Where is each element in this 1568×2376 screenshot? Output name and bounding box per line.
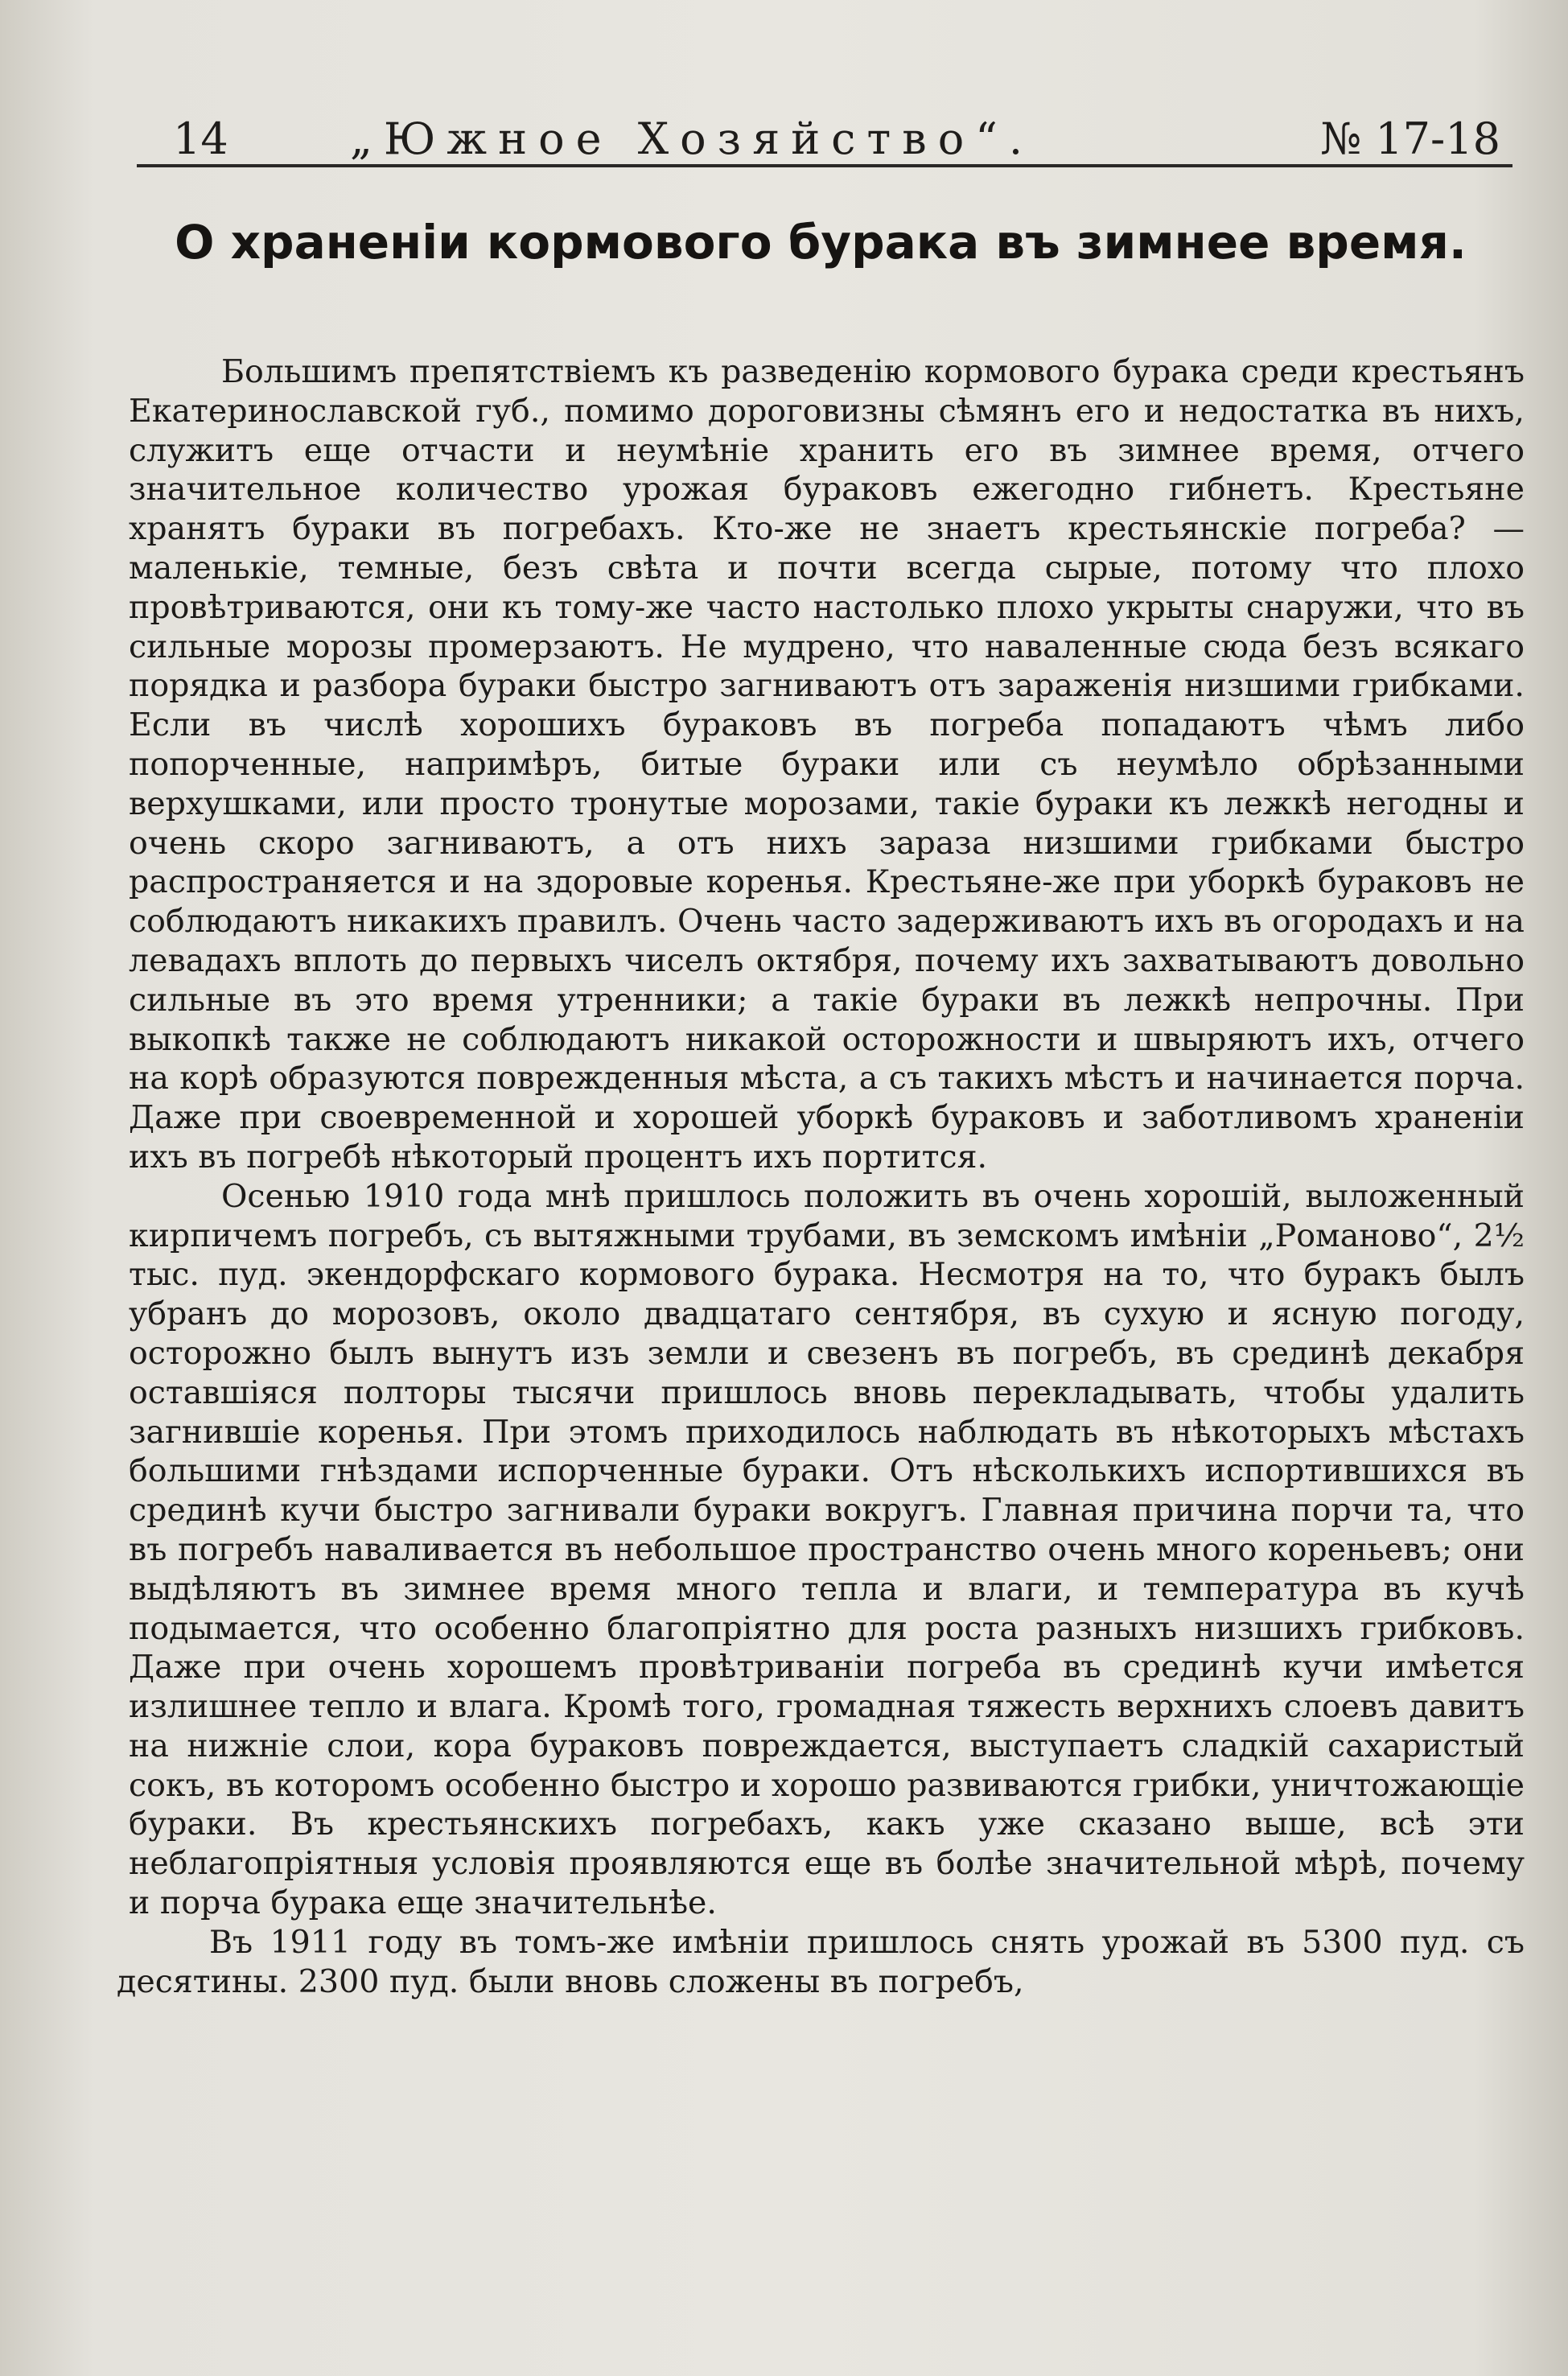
paragraph-3: Въ 1911 году въ томъ-же имѣніи пришлось снять урожай въ 5300 пуд. съ десятины. 2300 пуд. были вновь сложены въ погребъ, [117,1923,1525,2000]
paragraph-1: Большимъ препятствіемъ къ разведенію кормового бурака среди крестьянъ Екатеринославской губ., помимо дороговизны сѣмянъ его и недостатка въ нихъ, служитъ еще отчасти и неумѣніе хранить его въ зимнее время, отчего значительное количество урожая бураковъ ежегодно гибнетъ. Крестьяне хранятъ бураки въ погребахъ. Кто-же не знаетъ крестьянскіе погреба? — маленькіе, темные, безъ свѣта и почти всегда сырые, потому что плохо провѣтриваются, они къ тому-же часто настолько плохо укрыты снаружи, что въ сильные морозы промерзаютъ. Не мудрено, что наваленные сюда безъ всякаго порядка и разбора бураки быстро загниваютъ отъ зараженія низшими грибками. Если въ числѣ хорошихъ бураковъ въ погреба попадаютъ чѣмъ либо попорченные, напримѣръ, битые бураки или съ неумѣло обрѣзанными верхушками, или просто тронутые морозами, такіе бураки къ лежкѣ негодны и очень скоро загниваютъ, а отъ нихъ зараза низшими грибками быстро распространяется и на здоровые коренья. Крестьяне-же при уборкѣ бураковъ не соблюдаютъ никакихъ правилъ. Очень часто задерживаютъ ихъ въ огородахъ и на левадахъ вплоть до первыхъ чиселъ октября, почему ихъ захватываютъ довольно сильные въ это время утренники; а такіе бураки въ лежкѣ непрочны. При выкопкѣ также не соблюдаютъ никакой осторожности и швыряютъ ихъ, отчего на корѣ образуются поврежденныя мѣста, а съ такихъ мѣстъ и начинается порча. Даже при своевременной и хорошей уборкѣ бураковъ и заботливомъ храненіи ихъ въ погребѣ нѣкоторый процентъ ихъ портится. [129,353,1525,1176]
article-body [117,352,1525,2001]
header-rule [137,164,1512,167]
paragraph-2: Осенью 1910 года мнѣ пришлось положить въ очень хорошій, выложенный кирпичемъ погребъ, съ вытяжными трубами, въ земскомъ имѣніи „Романово“, 2½ тыс. пуд. экендорфскаго кормового бурака. Несмотря на то, что буракъ былъ убранъ до морозовъ, около двадцатаго сентября, въ сухую и ясную погоду, осторожно былъ вынутъ изъ земли и свезенъ въ погребъ, въ срединѣ декабря оставшіяся полторы тысячи пришлось вновь перекладывать, чтобы удалить загнившіе коренья. При этомъ приходилось наблюдать въ нѣкоторыхъ мѣстахъ большими гнѣздами испорченные бураки. Отъ нѣсколькихъ испортившихся въ срединѣ кучи быстро загнивали бураки вокругъ. Главная причина порчи та, что въ погребъ наваливается въ небольшое пространство очень много кореньевъ; они выдѣляютъ въ зимнее время много тепла и влаги, и температура въ кучѣ подымается, что особенно благопріятно для роста разныхъ низшихъ грибковъ. Даже при очень хорошемъ провѣтриваніи погреба въ срединѣ кучи имѣется излишнее тепло и влага. Кромѣ того, громадная тяжесть верхнихъ слоевъ давитъ на нижніе слои, кора бураковъ повреждается, выступаетъ сладкій сахаристый сокъ, въ которомъ особенно быстро и хорошо развиваются грибки, уничтожающіе бураки. Въ крестьянскихъ погребахъ, какъ уже сказано выше, всѣ эти неблагопріятныя условія проявляются еще въ болѣе значительной мѣрѣ, почему и порча бурака еще значительнѣе. [129,1177,1525,1922]
page-number: 14 [173,113,228,164]
journal-title: „Южное Хозяйство“. [350,113,1034,164]
article-title: О храненіи кормового бурака въ зимнее время. [175,215,1467,270]
issue-number: № 17-18 [1320,113,1500,164]
running-header [137,111,1504,167]
